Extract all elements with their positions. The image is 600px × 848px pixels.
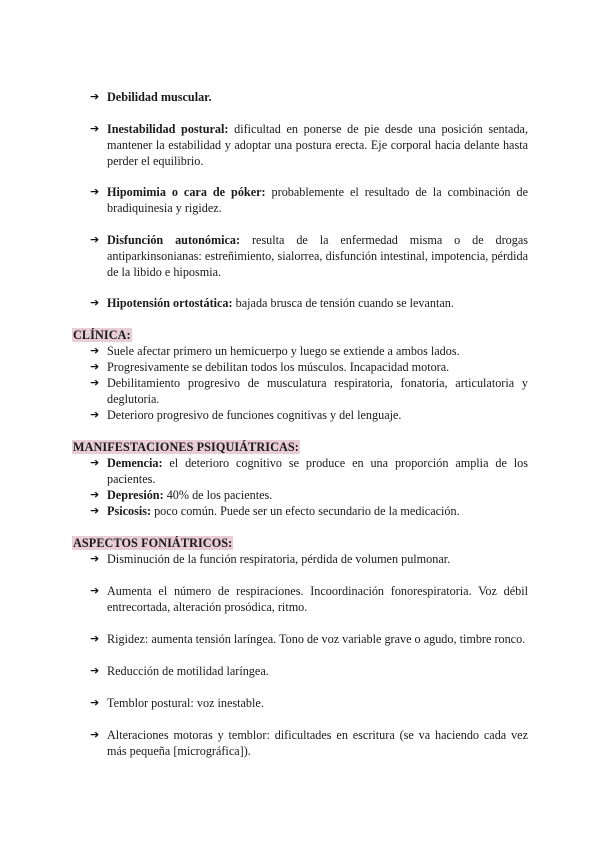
list-item	[90, 407, 528, 423]
arrow-right-icon: ➔	[90, 632, 100, 645]
list-item	[90, 695, 528, 711]
arrow-right-icon: ➔	[90, 344, 100, 357]
item-term: Hipotensión ortostática:	[107, 296, 233, 310]
item-text: Disminución de la función respiratoria, pérdida de volumen pulmonar.	[107, 552, 451, 566]
arrow-right-icon: ➔	[90, 233, 100, 246]
arrow-right-icon: ➔	[90, 504, 100, 517]
list-item	[90, 727, 528, 759]
arrow-right-icon: ➔	[90, 552, 100, 565]
item-text: Debilitamiento progresivo de musculatura respiratoria, fonatoria, articulatoria y deglutoria.	[107, 376, 528, 406]
item-description: resulta de la enfermedad misma o de drogas antiparkinsonianas: estreñimiento, sialorrea, disfunción intestinal, impotencia, pérdida de la libido e hiposmia.	[107, 233, 528, 279]
arrow-right-icon: ➔	[90, 664, 100, 677]
arrow-right-icon: ➔	[90, 696, 100, 709]
list-item	[90, 663, 528, 679]
section-heading-foniatricos: ASPECTOS FONIÁTRICOS:	[73, 536, 233, 550]
arrow-right-icon: ➔	[90, 584, 100, 597]
item-text: Reducción de motilidad laríngea.	[107, 664, 269, 678]
list-item	[90, 455, 528, 487]
list-item	[90, 631, 528, 647]
list-item	[90, 343, 528, 359]
list-item	[90, 359, 528, 375]
arrow-right-icon: ➔	[90, 728, 100, 741]
item-text: Suele afectar primero un hemicuerpo y luego se extiende a ambos lados.	[107, 344, 460, 358]
list-item	[90, 375, 528, 407]
arrow-right-icon: ➔	[90, 185, 100, 198]
arrow-right-icon: ➔	[90, 122, 100, 135]
list-item	[90, 583, 528, 615]
arrow-right-icon: ➔	[90, 408, 100, 421]
item-text: Deterioro progresivo de funciones cognitivas y del lenguaje.	[107, 408, 402, 422]
list-item	[90, 295, 528, 311]
item-text: Rigidez: aumenta tensión laríngea. Tono de voz variable grave o agudo, timbre ronco.	[107, 632, 526, 646]
list-item	[90, 503, 528, 519]
item-description: bajada brusca de tensión cuando se levantan.	[232, 296, 454, 310]
item-term: Demencia:	[107, 456, 163, 470]
item-description: 40% de los pacientes.	[163, 488, 273, 502]
item-term: Inestabilidad postural:	[107, 122, 229, 136]
item-term: Depresión:	[107, 488, 164, 502]
arrow-right-icon: ➔	[90, 488, 100, 501]
item-text: Progresivamente se debilitan todos los músculos. Incapacidad motora.	[107, 360, 450, 374]
item-text: Alteraciones motoras y temblor: dificultades en escritura (se va haciendo cada vez más pequeña [micrográfica]).	[107, 728, 528, 758]
item-description: dificultad en ponerse de pie desde una posición sentada, mantener la estabilidad y adoptar una postura erecta. Eje corporal hacia delante hasta perder el equilibrio.	[107, 122, 528, 168]
item-description: poco común. Puede ser un efecto secundario de la medicación.	[151, 504, 460, 518]
item-description: probablemente el resultado de la combinación de bradiquinesia y rigidez.	[107, 185, 528, 215]
list-item	[90, 121, 528, 169]
arrow-right-icon: ➔	[90, 376, 100, 389]
list-item	[90, 487, 528, 503]
arrow-right-icon: ➔	[90, 456, 100, 469]
item-text: Aumenta el número de respiraciones. Incoordinación fonorespiratoria. Voz débil entrecortada, alteración prosódica, ritmo.	[107, 584, 528, 614]
arrow-right-icon: ➔	[90, 296, 100, 309]
item-term: Psicosis:	[107, 504, 152, 518]
item-description: el deterioro cognitivo se produce en una proporción amplia de los pacientes.	[107, 456, 528, 486]
list-item	[90, 551, 528, 567]
section-heading-clinica: CLÍNICA:	[73, 328, 131, 342]
list-item	[90, 184, 528, 216]
item-term: Disfunción autonómica:	[107, 233, 241, 247]
arrow-right-icon: ➔	[90, 360, 100, 373]
section-heading-psiquiatricas: MANIFESTACIONES PSIQUIÁTRICAS:	[73, 440, 299, 454]
arrow-right-icon: ➔	[90, 90, 100, 103]
list-item	[90, 89, 528, 105]
item-term: Debilidad muscular.	[107, 90, 212, 104]
list-item	[90, 232, 528, 280]
item-term: Hipomimia o cara de póker:	[107, 185, 266, 199]
item-text: Temblor postural: voz inestable.	[107, 696, 264, 710]
